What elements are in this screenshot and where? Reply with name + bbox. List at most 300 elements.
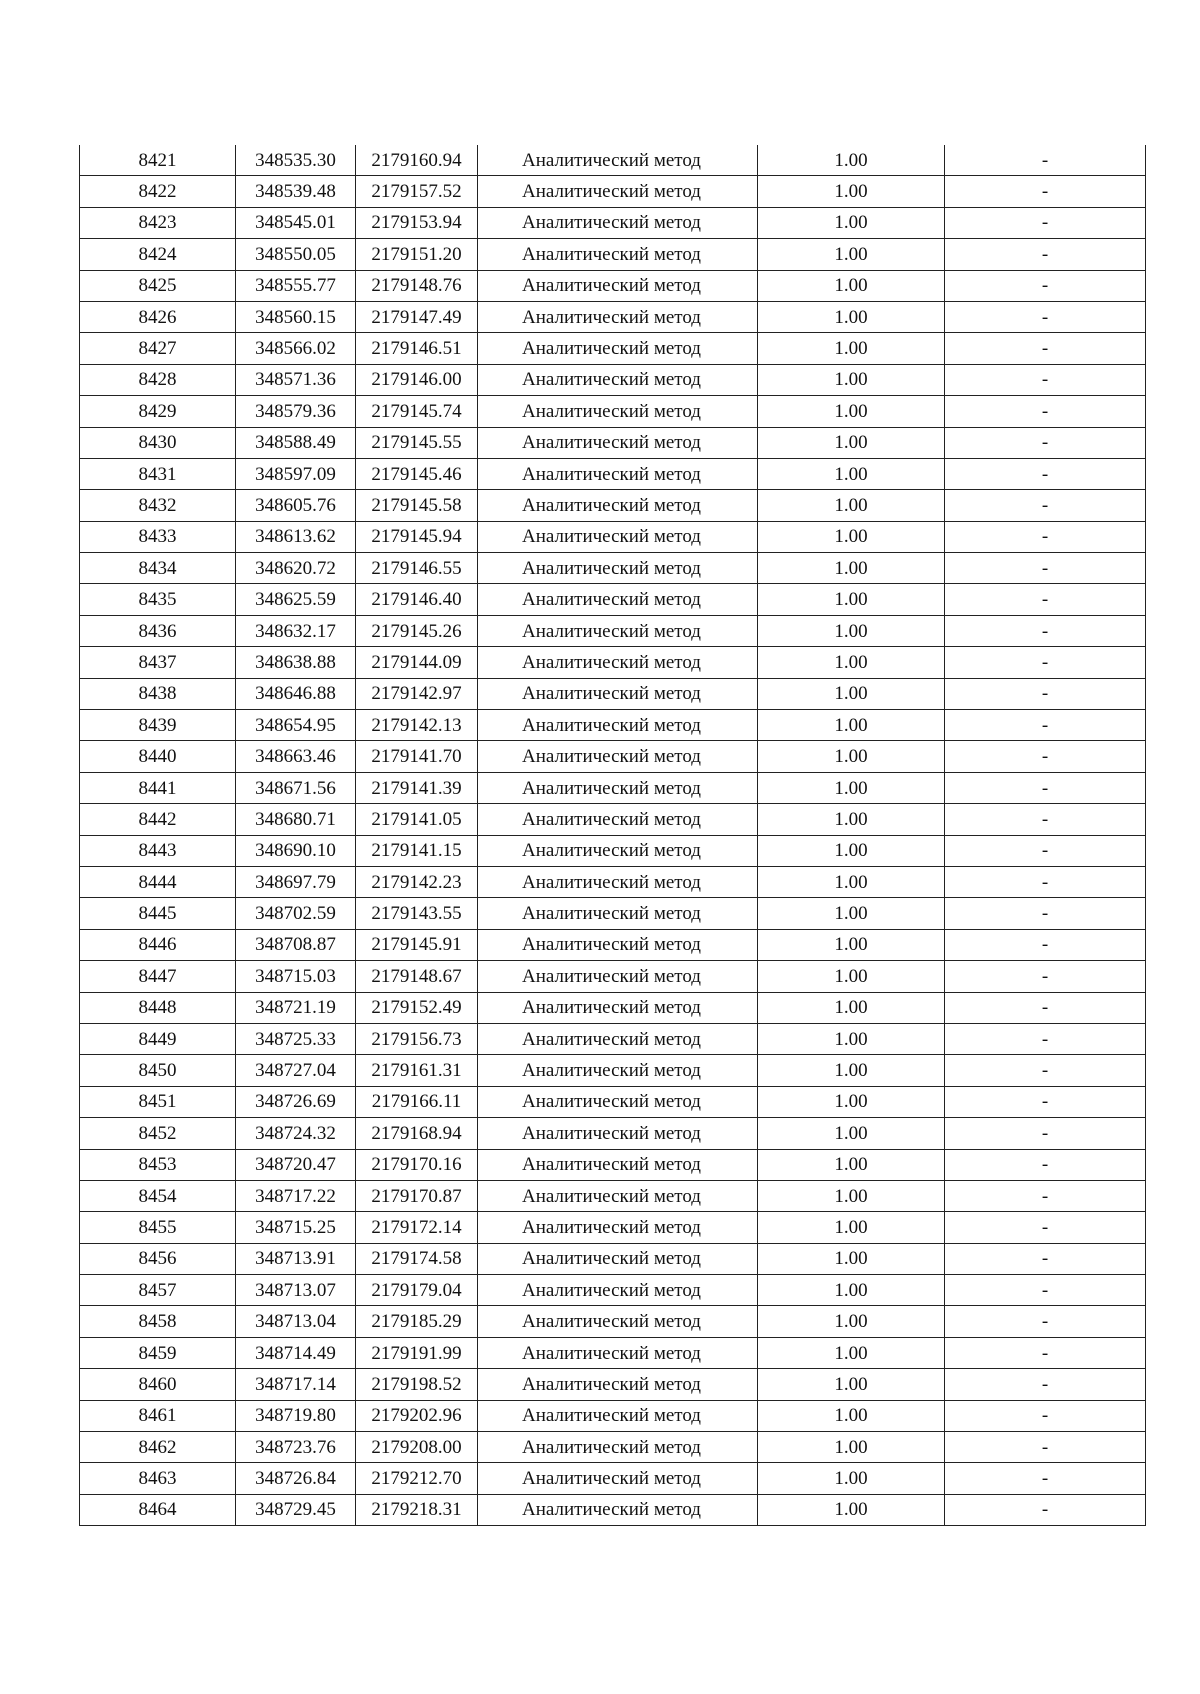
method-cell: Аналитический метод — [478, 992, 758, 1023]
y-coordinate-cell: 2179185.29 — [356, 1306, 478, 1337]
description-cell: - — [945, 1243, 1146, 1274]
table-row — [80, 1180, 1146, 1211]
x-coordinate-cell: 348723.76 — [236, 1432, 356, 1463]
accuracy-cell: 1.00 — [758, 1275, 945, 1306]
y-coordinate-cell: 2179146.40 — [356, 584, 478, 615]
x-coordinate-cell: 348654.95 — [236, 710, 356, 741]
accuracy-cell: 1.00 — [758, 1494, 945, 1525]
x-coordinate-cell: 348539.48 — [236, 176, 356, 207]
method-cell: Аналитический метод — [478, 1149, 758, 1180]
y-coordinate-cell: 2179148.67 — [356, 961, 478, 992]
point-number-cell: 8440 — [80, 741, 236, 772]
point-number-cell: 8462 — [80, 1432, 236, 1463]
table-row — [80, 1400, 1146, 1431]
y-coordinate-cell: 2179198.52 — [356, 1369, 478, 1400]
description-cell: - — [945, 1275, 1146, 1306]
accuracy-cell: 1.00 — [758, 1180, 945, 1211]
point-number-cell: 8435 — [80, 584, 236, 615]
accuracy-cell: 1.00 — [758, 866, 945, 897]
x-coordinate-cell: 348697.79 — [236, 866, 356, 897]
method-cell: Аналитический метод — [478, 396, 758, 427]
y-coordinate-cell: 2179208.00 — [356, 1432, 478, 1463]
point-number-cell: 8461 — [80, 1400, 236, 1431]
table-row — [80, 333, 1146, 364]
point-number-cell: 8430 — [80, 427, 236, 458]
accuracy-cell: 1.00 — [758, 1369, 945, 1400]
x-coordinate-cell: 348724.32 — [236, 1118, 356, 1149]
y-coordinate-cell: 2179156.73 — [356, 1023, 478, 1054]
table-row — [80, 1432, 1146, 1463]
method-cell: Аналитический метод — [478, 364, 758, 395]
coordinates-table — [79, 145, 1146, 1526]
table-row — [80, 1463, 1146, 1494]
x-coordinate-cell: 348713.04 — [236, 1306, 356, 1337]
y-coordinate-cell: 2179153.94 — [356, 207, 478, 238]
table-row — [80, 1023, 1146, 1054]
method-cell: Аналитический метод — [478, 1023, 758, 1054]
x-coordinate-cell: 348690.10 — [236, 835, 356, 866]
method-cell: Аналитический метод — [478, 710, 758, 741]
point-number-cell: 8433 — [80, 521, 236, 552]
description-cell: - — [945, 1212, 1146, 1243]
accuracy-cell: 1.00 — [758, 458, 945, 489]
x-coordinate-cell: 348717.14 — [236, 1369, 356, 1400]
method-cell: Аналитический метод — [478, 961, 758, 992]
method-cell: Аналитический метод — [478, 270, 758, 301]
accuracy-cell: 1.00 — [758, 333, 945, 364]
y-coordinate-cell: 2179161.31 — [356, 1055, 478, 1086]
table-row — [80, 992, 1146, 1023]
accuracy-cell: 1.00 — [758, 1306, 945, 1337]
table-row — [80, 458, 1146, 489]
accuracy-cell: 1.00 — [758, 584, 945, 615]
x-coordinate-cell: 348663.46 — [236, 741, 356, 772]
accuracy-cell: 1.00 — [758, 835, 945, 866]
table-row — [80, 678, 1146, 709]
table-row — [80, 270, 1146, 301]
accuracy-cell: 1.00 — [758, 176, 945, 207]
accuracy-cell: 1.00 — [758, 772, 945, 803]
x-coordinate-cell: 348713.91 — [236, 1243, 356, 1274]
y-coordinate-cell: 2179148.76 — [356, 270, 478, 301]
point-number-cell: 8460 — [80, 1369, 236, 1400]
table-row — [80, 490, 1146, 521]
point-number-cell: 8446 — [80, 929, 236, 960]
point-number-cell: 8451 — [80, 1086, 236, 1117]
table-row — [80, 521, 1146, 552]
y-coordinate-cell: 2179202.96 — [356, 1400, 478, 1431]
description-cell: - — [945, 898, 1146, 929]
description-cell: - — [945, 1432, 1146, 1463]
x-coordinate-cell: 348727.04 — [236, 1055, 356, 1086]
table-row — [80, 1212, 1146, 1243]
y-coordinate-cell: 2179144.09 — [356, 647, 478, 678]
description-cell: - — [945, 710, 1146, 741]
accuracy-cell: 1.00 — [758, 804, 945, 835]
method-cell: Аналитический метод — [478, 741, 758, 772]
table-row — [80, 866, 1146, 897]
method-cell: Аналитический метод — [478, 207, 758, 238]
y-coordinate-cell: 2179141.15 — [356, 835, 478, 866]
accuracy-cell: 1.00 — [758, 239, 945, 270]
point-number-cell: 8459 — [80, 1337, 236, 1368]
method-cell: Аналитический метод — [478, 804, 758, 835]
table-row — [80, 364, 1146, 395]
y-coordinate-cell: 2179174.58 — [356, 1243, 478, 1274]
method-cell: Аналитический метод — [478, 1463, 758, 1494]
accuracy-cell: 1.00 — [758, 741, 945, 772]
x-coordinate-cell: 348535.30 — [236, 145, 356, 176]
accuracy-cell: 1.00 — [758, 647, 945, 678]
method-cell: Аналитический метод — [478, 301, 758, 332]
y-coordinate-cell: 2179142.23 — [356, 866, 478, 897]
point-number-cell: 8436 — [80, 615, 236, 646]
description-cell: - — [945, 615, 1146, 646]
x-coordinate-cell: 348702.59 — [236, 898, 356, 929]
x-coordinate-cell: 348708.87 — [236, 929, 356, 960]
method-cell: Аналитический метод — [478, 1432, 758, 1463]
y-coordinate-cell: 2179141.70 — [356, 741, 478, 772]
y-coordinate-cell: 2179152.49 — [356, 992, 478, 1023]
x-coordinate-cell: 348646.88 — [236, 678, 356, 709]
y-coordinate-cell: 2179141.39 — [356, 772, 478, 803]
accuracy-cell: 1.00 — [758, 710, 945, 741]
table-row — [80, 1337, 1146, 1368]
description-cell: - — [945, 804, 1146, 835]
point-number-cell: 8457 — [80, 1275, 236, 1306]
accuracy-cell: 1.00 — [758, 270, 945, 301]
method-cell: Аналитический метод — [478, 553, 758, 584]
point-number-cell: 8449 — [80, 1023, 236, 1054]
y-coordinate-cell: 2179143.55 — [356, 898, 478, 929]
x-coordinate-cell: 348605.76 — [236, 490, 356, 521]
x-coordinate-cell: 348632.17 — [236, 615, 356, 646]
table-row — [80, 772, 1146, 803]
method-cell: Аналитический метод — [478, 145, 758, 176]
y-coordinate-cell: 2179191.99 — [356, 1337, 478, 1368]
y-coordinate-cell: 2179168.94 — [356, 1118, 478, 1149]
y-coordinate-cell: 2179142.97 — [356, 678, 478, 709]
point-number-cell: 8454 — [80, 1180, 236, 1211]
point-number-cell: 8431 — [80, 458, 236, 489]
method-cell: Аналитический метод — [478, 1337, 758, 1368]
description-cell: - — [945, 1463, 1146, 1494]
y-coordinate-cell: 2179145.91 — [356, 929, 478, 960]
method-cell: Аналитический метод — [478, 1306, 758, 1337]
description-cell: - — [945, 239, 1146, 270]
description-cell: - — [945, 866, 1146, 897]
description-cell: - — [945, 772, 1146, 803]
point-number-cell: 8444 — [80, 866, 236, 897]
y-coordinate-cell: 2179145.94 — [356, 521, 478, 552]
accuracy-cell: 1.00 — [758, 490, 945, 521]
point-number-cell: 8423 — [80, 207, 236, 238]
method-cell: Аналитический метод — [478, 1212, 758, 1243]
method-cell: Аналитический метод — [478, 333, 758, 364]
x-coordinate-cell: 348726.69 — [236, 1086, 356, 1117]
y-coordinate-cell: 2179212.70 — [356, 1463, 478, 1494]
point-number-cell: 8456 — [80, 1243, 236, 1274]
point-number-cell: 8441 — [80, 772, 236, 803]
y-coordinate-cell: 2179166.11 — [356, 1086, 478, 1117]
description-cell: - — [945, 458, 1146, 489]
table-row — [80, 1118, 1146, 1149]
point-number-cell: 8422 — [80, 176, 236, 207]
x-coordinate-cell: 348571.36 — [236, 364, 356, 395]
table-row — [80, 207, 1146, 238]
description-cell: - — [945, 584, 1146, 615]
description-cell: - — [945, 270, 1146, 301]
x-coordinate-cell: 348579.36 — [236, 396, 356, 427]
x-coordinate-cell: 348714.49 — [236, 1337, 356, 1368]
description-cell: - — [945, 176, 1146, 207]
description-cell: - — [945, 333, 1146, 364]
x-coordinate-cell: 348715.03 — [236, 961, 356, 992]
table-row — [80, 615, 1146, 646]
method-cell: Аналитический метод — [478, 1055, 758, 1086]
y-coordinate-cell: 2179147.49 — [356, 301, 478, 332]
method-cell: Аналитический метод — [478, 521, 758, 552]
description-cell: - — [945, 1180, 1146, 1211]
method-cell: Аналитический метод — [478, 866, 758, 897]
point-number-cell: 8438 — [80, 678, 236, 709]
y-coordinate-cell: 2179145.58 — [356, 490, 478, 521]
x-coordinate-cell: 348545.01 — [236, 207, 356, 238]
accuracy-cell: 1.00 — [758, 301, 945, 332]
y-coordinate-cell: 2179141.05 — [356, 804, 478, 835]
point-number-cell: 8458 — [80, 1306, 236, 1337]
method-cell: Аналитический метод — [478, 1118, 758, 1149]
accuracy-cell: 1.00 — [758, 961, 945, 992]
x-coordinate-cell: 348680.71 — [236, 804, 356, 835]
description-cell: - — [945, 301, 1146, 332]
accuracy-cell: 1.00 — [758, 364, 945, 395]
y-coordinate-cell: 2179157.52 — [356, 176, 478, 207]
accuracy-cell: 1.00 — [758, 145, 945, 176]
x-coordinate-cell: 348717.22 — [236, 1180, 356, 1211]
table-row — [80, 176, 1146, 207]
y-coordinate-cell: 2179160.94 — [356, 145, 478, 176]
y-coordinate-cell: 2179145.55 — [356, 427, 478, 458]
x-coordinate-cell: 348625.59 — [236, 584, 356, 615]
point-number-cell: 8443 — [80, 835, 236, 866]
description-cell: - — [945, 835, 1146, 866]
method-cell: Аналитический метод — [478, 1275, 758, 1306]
x-coordinate-cell: 348671.56 — [236, 772, 356, 803]
x-coordinate-cell: 348729.45 — [236, 1494, 356, 1525]
x-coordinate-cell: 348715.25 — [236, 1212, 356, 1243]
y-coordinate-cell: 2179145.46 — [356, 458, 478, 489]
point-number-cell: 8445 — [80, 898, 236, 929]
method-cell: Аналитический метод — [478, 458, 758, 489]
y-coordinate-cell: 2179145.26 — [356, 615, 478, 646]
x-coordinate-cell: 348613.62 — [236, 521, 356, 552]
y-coordinate-cell: 2179151.20 — [356, 239, 478, 270]
accuracy-cell: 1.00 — [758, 1212, 945, 1243]
point-number-cell: 8421 — [80, 145, 236, 176]
x-coordinate-cell: 348560.15 — [236, 301, 356, 332]
accuracy-cell: 1.00 — [758, 1463, 945, 1494]
table-row — [80, 1149, 1146, 1180]
table-row — [80, 710, 1146, 741]
description-cell: - — [945, 1118, 1146, 1149]
table-row — [80, 647, 1146, 678]
description-cell: - — [945, 490, 1146, 521]
x-coordinate-cell: 348638.88 — [236, 647, 356, 678]
description-cell: - — [945, 207, 1146, 238]
method-cell: Аналитический метод — [478, 584, 758, 615]
point-number-cell: 8447 — [80, 961, 236, 992]
description-cell: - — [945, 1149, 1146, 1180]
method-cell: Аналитический метод — [478, 1180, 758, 1211]
table-row — [80, 741, 1146, 772]
description-cell: - — [945, 553, 1146, 584]
point-number-cell: 8452 — [80, 1118, 236, 1149]
table-row — [80, 1494, 1146, 1525]
accuracy-cell: 1.00 — [758, 521, 945, 552]
method-cell: Аналитический метод — [478, 678, 758, 709]
point-number-cell: 8425 — [80, 270, 236, 301]
point-number-cell: 8429 — [80, 396, 236, 427]
description-cell: - — [945, 1369, 1146, 1400]
accuracy-cell: 1.00 — [758, 1118, 945, 1149]
accuracy-cell: 1.00 — [758, 929, 945, 960]
accuracy-cell: 1.00 — [758, 1337, 945, 1368]
point-number-cell: 8448 — [80, 992, 236, 1023]
table-row — [80, 804, 1146, 835]
accuracy-cell: 1.00 — [758, 1149, 945, 1180]
table-row — [80, 145, 1146, 176]
accuracy-cell: 1.00 — [758, 898, 945, 929]
point-number-cell: 8450 — [80, 1055, 236, 1086]
table-row — [80, 239, 1146, 270]
method-cell: Аналитический метод — [478, 898, 758, 929]
accuracy-cell: 1.00 — [758, 1243, 945, 1274]
description-cell: - — [945, 364, 1146, 395]
y-coordinate-cell: 2179146.51 — [356, 333, 478, 364]
point-number-cell: 8428 — [80, 364, 236, 395]
method-cell: Аналитический метод — [478, 929, 758, 960]
x-coordinate-cell: 348719.80 — [236, 1400, 356, 1431]
description-cell: - — [945, 1494, 1146, 1525]
x-coordinate-cell: 348720.47 — [236, 1149, 356, 1180]
method-cell: Аналитический метод — [478, 427, 758, 458]
method-cell: Аналитический метод — [478, 1369, 758, 1400]
method-cell: Аналитический метод — [478, 176, 758, 207]
accuracy-cell: 1.00 — [758, 1023, 945, 1054]
method-cell: Аналитический метод — [478, 1494, 758, 1525]
table-row — [80, 961, 1146, 992]
description-cell: - — [945, 396, 1146, 427]
point-number-cell: 8455 — [80, 1212, 236, 1243]
description-cell: - — [945, 521, 1146, 552]
accuracy-cell: 1.00 — [758, 615, 945, 646]
point-number-cell: 8426 — [80, 301, 236, 332]
table-row — [80, 396, 1146, 427]
method-cell: Аналитический метод — [478, 239, 758, 270]
x-coordinate-cell: 348620.72 — [236, 553, 356, 584]
description-cell: - — [945, 145, 1146, 176]
accuracy-cell: 1.00 — [758, 207, 945, 238]
accuracy-cell: 1.00 — [758, 678, 945, 709]
description-cell: - — [945, 929, 1146, 960]
y-coordinate-cell: 2179218.31 — [356, 1494, 478, 1525]
description-cell: - — [945, 1086, 1146, 1117]
method-cell: Аналитический метод — [478, 615, 758, 646]
method-cell: Аналитический метод — [478, 772, 758, 803]
y-coordinate-cell: 2179142.13 — [356, 710, 478, 741]
y-coordinate-cell: 2179172.14 — [356, 1212, 478, 1243]
description-cell: - — [945, 1023, 1146, 1054]
description-cell: - — [945, 741, 1146, 772]
accuracy-cell: 1.00 — [758, 1432, 945, 1463]
accuracy-cell: 1.00 — [758, 396, 945, 427]
method-cell: Аналитический метод — [478, 1243, 758, 1274]
description-cell: - — [945, 678, 1146, 709]
y-coordinate-cell: 2179146.55 — [356, 553, 478, 584]
point-number-cell: 8464 — [80, 1494, 236, 1525]
table-row — [80, 553, 1146, 584]
table-row — [80, 898, 1146, 929]
method-cell: Аналитический метод — [478, 1400, 758, 1431]
table-row — [80, 427, 1146, 458]
point-number-cell: 8463 — [80, 1463, 236, 1494]
table-row — [80, 301, 1146, 332]
y-coordinate-cell: 2179146.00 — [356, 364, 478, 395]
x-coordinate-cell: 348721.19 — [236, 992, 356, 1023]
table-row — [80, 1369, 1146, 1400]
x-coordinate-cell: 348726.84 — [236, 1463, 356, 1494]
method-cell: Аналитический метод — [478, 835, 758, 866]
point-number-cell: 8437 — [80, 647, 236, 678]
y-coordinate-cell: 2179170.16 — [356, 1149, 478, 1180]
description-cell: - — [945, 1055, 1146, 1086]
description-cell: - — [945, 961, 1146, 992]
point-number-cell: 8424 — [80, 239, 236, 270]
y-coordinate-cell: 2179170.87 — [356, 1180, 478, 1211]
accuracy-cell: 1.00 — [758, 427, 945, 458]
point-number-cell: 8427 — [80, 333, 236, 364]
x-coordinate-cell: 348588.49 — [236, 427, 356, 458]
point-number-cell: 8439 — [80, 710, 236, 741]
description-cell: - — [945, 992, 1146, 1023]
description-cell: - — [945, 1400, 1146, 1431]
accuracy-cell: 1.00 — [758, 1086, 945, 1117]
method-cell: Аналитический метод — [478, 1086, 758, 1117]
accuracy-cell: 1.00 — [758, 992, 945, 1023]
point-number-cell: 8432 — [80, 490, 236, 521]
method-cell: Аналитический метод — [478, 647, 758, 678]
table-row — [80, 1086, 1146, 1117]
y-coordinate-cell: 2179179.04 — [356, 1275, 478, 1306]
accuracy-cell: 1.00 — [758, 1400, 945, 1431]
table-row — [80, 1243, 1146, 1274]
x-coordinate-cell: 348566.02 — [236, 333, 356, 364]
point-number-cell: 8434 — [80, 553, 236, 584]
description-cell: - — [945, 1306, 1146, 1337]
table-row — [80, 1306, 1146, 1337]
x-coordinate-cell: 348550.05 — [236, 239, 356, 270]
method-cell: Аналитический метод — [478, 490, 758, 521]
point-number-cell: 8442 — [80, 804, 236, 835]
table-row — [80, 1275, 1146, 1306]
x-coordinate-cell: 348555.77 — [236, 270, 356, 301]
x-coordinate-cell: 348725.33 — [236, 1023, 356, 1054]
table-row — [80, 584, 1146, 615]
table-row — [80, 929, 1146, 960]
table-body — [80, 145, 1146, 1526]
table-row — [80, 835, 1146, 866]
